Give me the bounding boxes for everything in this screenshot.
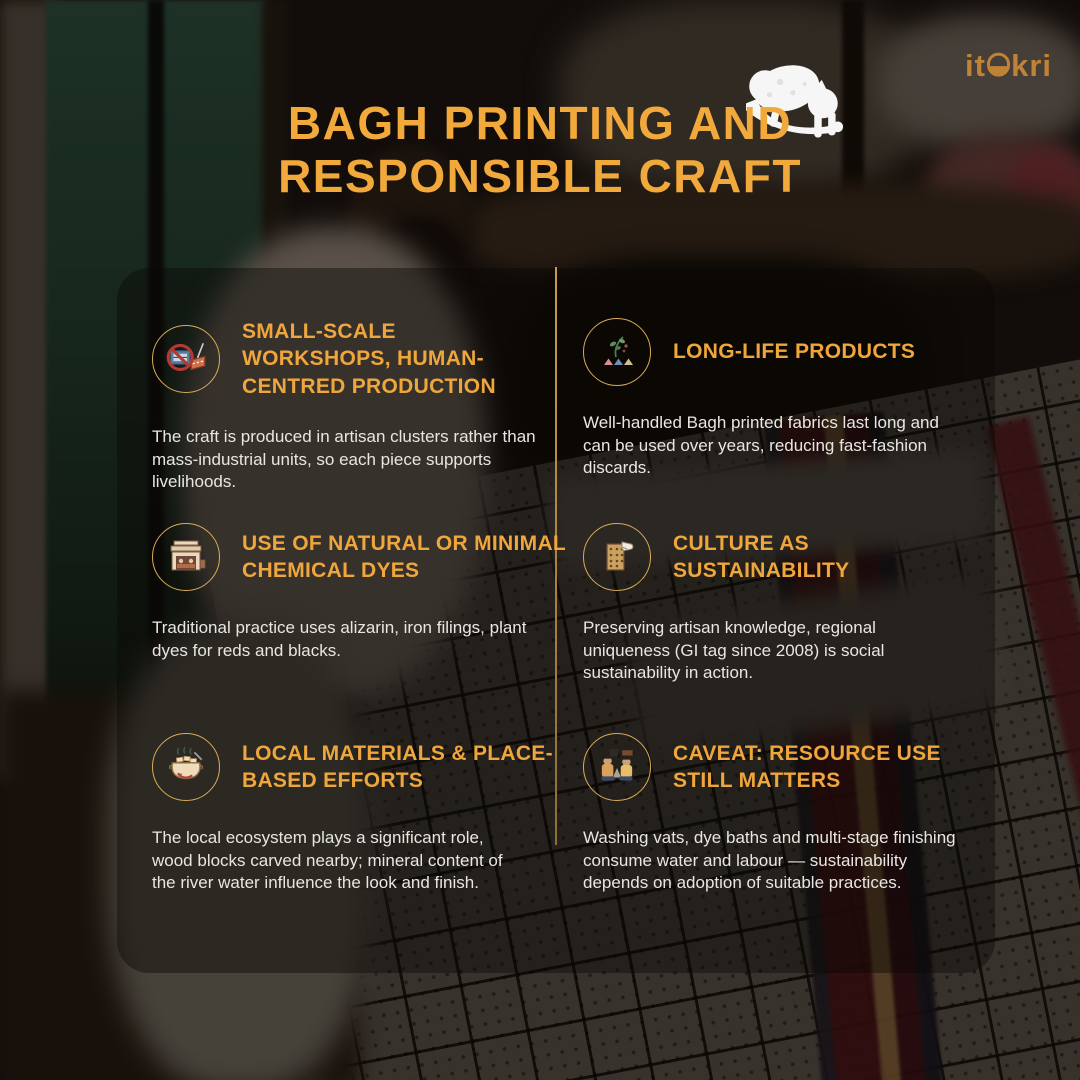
no-mass-production-icon xyxy=(163,336,209,382)
card-header xyxy=(152,318,550,400)
card-heading: CAVEAT: RESOURCE USE STILL MATTERS xyxy=(673,741,941,792)
card-heading: SMALL-SCALE WORKSHOPS, HUMAN-CENTRED PRODUCTION xyxy=(242,320,496,398)
info-card-long-life-products xyxy=(583,318,968,480)
dye-workshop-icon xyxy=(164,535,208,579)
card-heading: USE OF NATURAL OR MINIMAL CHEMICAL DYES xyxy=(242,531,566,582)
itokri-logo xyxy=(965,50,1052,81)
card-body: The craft is produced in artisan clusters rather than mass-industrial units, so each piece supports livelihoods. xyxy=(152,426,536,492)
icon-ring xyxy=(583,523,651,591)
seated-artisans-icon xyxy=(594,744,640,790)
card-heading: LONG-LIFE PRODUCTS xyxy=(673,340,916,364)
info-card-local-materials xyxy=(152,733,554,895)
card-body: Washing vats, dye baths and multi-stage finishing consume water and labour — sustainability depends on adoption of suitable practices. xyxy=(583,828,956,893)
logo-text-suffix: kri xyxy=(1011,48,1052,83)
page-title xyxy=(0,97,1080,204)
hand-holding-fabric-icon xyxy=(595,535,639,579)
title-line-1: BAGH PRINTING AND xyxy=(287,97,793,149)
icon-ring xyxy=(583,318,651,386)
card-header xyxy=(152,523,577,591)
info-card-natural-dyes xyxy=(152,523,577,662)
dye-pot-icon xyxy=(163,744,209,790)
card-header xyxy=(152,733,554,801)
card-header xyxy=(583,523,955,591)
leaf-sprig-icon xyxy=(595,330,639,374)
info-card-small-scale-workshops xyxy=(152,318,550,494)
card-header xyxy=(583,733,968,801)
card-body: Well-handled Bagh printed fabrics last long and can be used over years, reducing fast-fashion discards. xyxy=(583,413,939,478)
icon-ring xyxy=(152,523,220,591)
card-heading: LOCAL MATERIALS & PLACE-BASED EFFORTS xyxy=(242,741,553,792)
card-body: Preserving artisan knowledge, regional uniqueness (GI tag since 2008) is social sustainability in action. xyxy=(583,618,885,683)
logo-text-prefix: it xyxy=(964,48,986,83)
card-body: The local ecosystem plays a significant role, wood blocks carved nearby; mineral content of the river water influence the look and finish. xyxy=(152,828,503,893)
icon-ring xyxy=(152,325,220,393)
info-card-resource-caveat xyxy=(583,733,968,895)
title-line-2: RESPONSIBLE CRAFT xyxy=(278,150,802,203)
icon-ring xyxy=(583,733,651,801)
card-heading: CULTURE AS SUSTAINABILITY xyxy=(673,531,850,582)
card-body: Traditional practice uses alizarin, iron filings, plant dyes for reds and blacks. xyxy=(152,618,527,660)
logo-o-basket-icon xyxy=(987,53,1011,77)
info-card-culture-sustainability xyxy=(583,523,955,685)
card-header xyxy=(583,318,968,386)
icon-ring xyxy=(152,733,220,801)
